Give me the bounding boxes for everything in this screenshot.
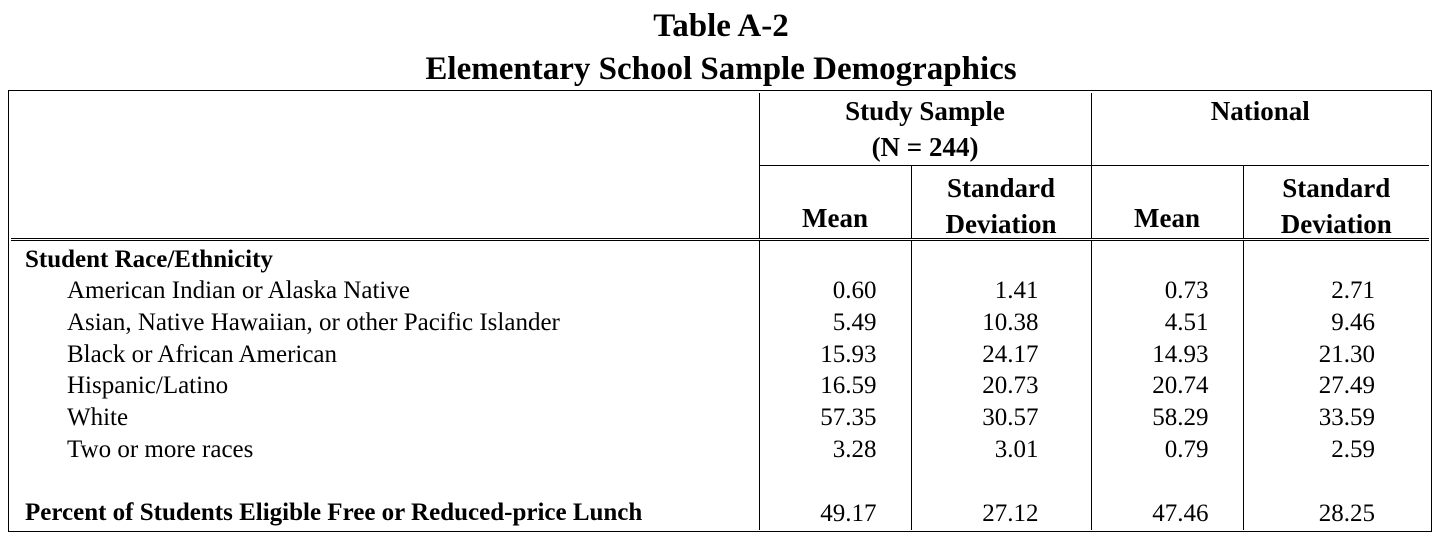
header-label-cell xyxy=(11,166,759,240)
national-sd-header xyxy=(1243,166,1429,240)
study-mean-value: 16.59 xyxy=(759,370,911,402)
national-sd-value: 33.59 xyxy=(1243,402,1429,434)
study-mean-value: 57.35 xyxy=(759,402,911,434)
national-sd-value: 2.59 xyxy=(1243,434,1429,466)
national-label: National xyxy=(1210,96,1310,126)
national-mean-value: 0.73 xyxy=(1091,275,1243,307)
header-row-groups xyxy=(11,93,1429,166)
study-sd-value: 24.17 xyxy=(911,339,1091,371)
national-sd-value: 2.71 xyxy=(1243,275,1429,307)
table-row xyxy=(11,275,1429,307)
national-header xyxy=(1091,93,1429,166)
lunch-label: Percent of Students Eligible Free or Reduced-price Lunch xyxy=(25,498,643,526)
row-label: Black or African American xyxy=(67,340,338,368)
table-row xyxy=(11,307,1429,339)
national-sd-label-1: Standard xyxy=(1282,173,1391,203)
study-sd-value: 10.38 xyxy=(911,307,1091,339)
national-mean-value: 20.74 xyxy=(1091,370,1243,402)
row-label: Two or more races xyxy=(67,435,254,463)
national-mean-header xyxy=(1091,166,1243,240)
study-sample-label: Study Sample xyxy=(845,96,1005,126)
study-sd-value: 30.57 xyxy=(911,402,1091,434)
study-sd-label-2: Deviation xyxy=(945,209,1057,239)
header-row-stats xyxy=(11,166,1429,240)
row-label: Hispanic/Latino xyxy=(67,372,229,400)
section-title-race: Student Race/Ethnicity xyxy=(25,246,273,273)
table-row-lunch xyxy=(11,498,1429,530)
table-row xyxy=(11,370,1429,402)
study-sample-n: (N = 244) xyxy=(871,132,979,162)
national-mean-value: 58.29 xyxy=(1091,402,1243,434)
study-mean-value: 0.60 xyxy=(759,275,911,307)
study-sd-value: 3.01 xyxy=(911,434,1091,466)
national-mean-label: Mean xyxy=(1134,203,1200,233)
lunch-study-sd-value: 27.12 xyxy=(911,498,1091,530)
lunch-study-mean-value: 49.17 xyxy=(759,498,911,530)
table-number: Table A-2 xyxy=(653,8,789,44)
national-mean-value: 0.79 xyxy=(1091,434,1243,466)
national-mean-value: 14.93 xyxy=(1091,339,1243,371)
demographics-table xyxy=(11,93,1429,530)
section-row-race xyxy=(11,240,1429,276)
lunch-national-mean-value: 47.46 xyxy=(1091,498,1243,530)
national-sd-value: 27.49 xyxy=(1243,370,1429,402)
national-sd-label-2: Deviation xyxy=(1280,209,1392,239)
header-empty-cell xyxy=(11,93,759,166)
study-mean-value: 5.49 xyxy=(759,307,911,339)
study-sd-header xyxy=(911,166,1091,240)
row-label: Asian, Native Hawaiian, or other Pacific Islander xyxy=(67,308,560,336)
national-sd-value: 21.30 xyxy=(1243,339,1429,371)
national-sd-value: 9.46 xyxy=(1243,307,1429,339)
study-sd-value: 20.73 xyxy=(911,370,1091,402)
national-mean-value: 4.51 xyxy=(1091,307,1243,339)
study-mean-label: Mean xyxy=(802,203,868,233)
study-mean-value: 3.28 xyxy=(759,434,911,466)
study-mean-value: 15.93 xyxy=(759,339,911,371)
study-sd-value: 1.41 xyxy=(911,275,1091,307)
study-sample-header xyxy=(759,93,1091,166)
row-label: American Indian or Alaska Native xyxy=(67,277,410,304)
study-mean-header xyxy=(759,166,911,240)
row-label: White xyxy=(67,404,129,432)
table-row xyxy=(11,339,1429,371)
table-row xyxy=(11,434,1429,466)
table-row xyxy=(11,402,1429,434)
spacer-row xyxy=(11,466,1429,498)
lunch-national-sd-value: 28.25 xyxy=(1243,498,1429,530)
table-title: Elementary School Sample Demographics xyxy=(425,51,1017,87)
study-sd-label-1: Standard xyxy=(946,173,1056,203)
